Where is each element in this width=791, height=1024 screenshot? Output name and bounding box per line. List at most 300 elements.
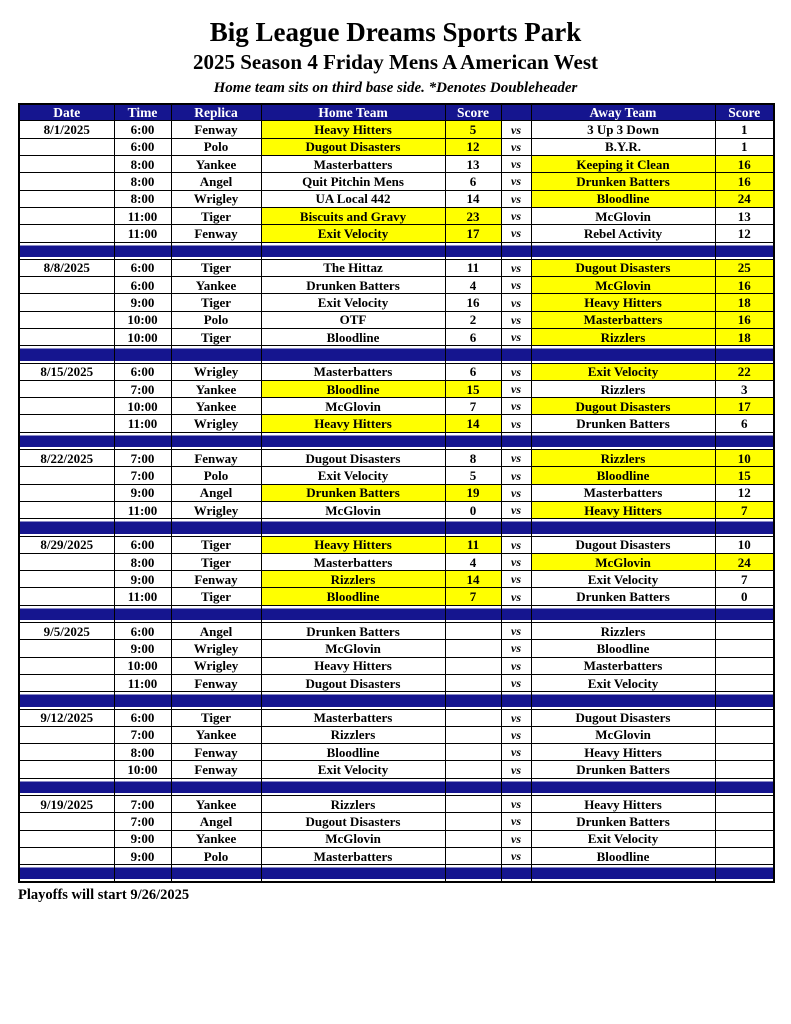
home-score-cell bbox=[445, 623, 501, 640]
separator-cell bbox=[171, 865, 261, 882]
home-team-cell: Biscuits and Gravy bbox=[261, 207, 445, 224]
away-score-cell: 6 bbox=[715, 415, 774, 432]
away-score-cell: 12 bbox=[715, 484, 774, 501]
game-row bbox=[19, 363, 774, 380]
separator-cell bbox=[501, 346, 531, 363]
time-cell: 6:00 bbox=[114, 363, 171, 380]
away-team-cell: McGlovin bbox=[531, 277, 715, 294]
away-team-cell: Drunken Batters bbox=[531, 173, 715, 190]
separator-cell bbox=[501, 605, 531, 622]
replica-cell: Fenway bbox=[171, 121, 261, 138]
away-score-cell: 16 bbox=[715, 156, 774, 173]
away-score-cell: 18 bbox=[715, 329, 774, 346]
separator-row bbox=[19, 778, 774, 795]
separator-cell bbox=[114, 605, 171, 622]
vs-label: vs bbox=[501, 553, 531, 570]
time-cell: 11:00 bbox=[114, 501, 171, 518]
away-team-cell: Exit Velocity bbox=[531, 363, 715, 380]
date-cell: 9/19/2025 bbox=[19, 796, 114, 813]
game-row bbox=[19, 744, 774, 761]
vs-label: vs bbox=[501, 467, 531, 484]
time-cell: 9:00 bbox=[114, 640, 171, 657]
replica-cell: Yankee bbox=[171, 277, 261, 294]
away-score-cell: 16 bbox=[715, 277, 774, 294]
away-score-cell bbox=[715, 761, 774, 778]
time-cell: 6:00 bbox=[114, 259, 171, 276]
away-score-cell: 7 bbox=[715, 571, 774, 588]
vs-label: vs bbox=[501, 121, 531, 138]
separator-cell bbox=[445, 242, 501, 259]
replica-cell: Wrigley bbox=[171, 415, 261, 432]
replica-cell: Fenway bbox=[171, 744, 261, 761]
separator-cell bbox=[531, 242, 715, 259]
time-cell: 9:00 bbox=[114, 571, 171, 588]
date-cell bbox=[19, 156, 114, 173]
vs-label: vs bbox=[501, 277, 531, 294]
away-score-cell: 1 bbox=[715, 138, 774, 155]
away-score-cell: 13 bbox=[715, 207, 774, 224]
away-team-cell: McGlovin bbox=[531, 553, 715, 570]
page-title: Big League Dreams Sports Park bbox=[209, 17, 582, 47]
vs-label: vs bbox=[501, 363, 531, 380]
home-team-cell: Drunken Batters bbox=[261, 623, 445, 640]
date-cell bbox=[19, 761, 114, 778]
home-score-cell: 0 bbox=[445, 501, 501, 518]
vs-label: vs bbox=[501, 674, 531, 691]
home-team-cell: Drunken Batters bbox=[261, 484, 445, 501]
separator-cell bbox=[114, 242, 171, 259]
replica-cell: Yankee bbox=[171, 380, 261, 397]
replica-cell: Yankee bbox=[171, 726, 261, 743]
home-score-cell bbox=[445, 813, 501, 830]
home-score-cell bbox=[445, 847, 501, 864]
col-header-time: Time bbox=[114, 104, 171, 121]
replica-cell: Fenway bbox=[171, 674, 261, 691]
home-team-cell: Bloodline bbox=[261, 329, 445, 346]
away-score-cell bbox=[715, 796, 774, 813]
home-team-cell: McGlovin bbox=[261, 501, 445, 518]
away-score-cell bbox=[715, 813, 774, 830]
date-cell bbox=[19, 744, 114, 761]
away-score-cell: 10 bbox=[715, 536, 774, 553]
away-team-cell: Drunken Batters bbox=[531, 588, 715, 605]
away-team-cell: Masterbatters bbox=[531, 484, 715, 501]
game-row bbox=[19, 225, 774, 242]
game-row bbox=[19, 501, 774, 518]
vs-label: vs bbox=[501, 415, 531, 432]
time-cell: 10:00 bbox=[114, 761, 171, 778]
home-score-cell bbox=[445, 726, 501, 743]
replica-cell: Wrigley bbox=[171, 190, 261, 207]
separator-cell bbox=[19, 346, 114, 363]
game-row bbox=[19, 674, 774, 691]
separator-cell bbox=[445, 865, 501, 882]
home-team-cell: Masterbatters bbox=[261, 709, 445, 726]
away-score-cell bbox=[715, 674, 774, 691]
away-score-cell: 17 bbox=[715, 398, 774, 415]
date-cell bbox=[19, 726, 114, 743]
time-cell: 6:00 bbox=[114, 121, 171, 138]
replica-cell: Fenway bbox=[171, 761, 261, 778]
separator-row bbox=[19, 242, 774, 259]
game-row bbox=[19, 121, 774, 138]
separator-cell bbox=[114, 519, 171, 536]
time-cell: 7:00 bbox=[114, 796, 171, 813]
replica-cell: Fenway bbox=[171, 225, 261, 242]
away-team-cell: Masterbatters bbox=[531, 311, 715, 328]
date-cell bbox=[19, 830, 114, 847]
home-score-cell: 5 bbox=[445, 121, 501, 138]
game-row bbox=[19, 553, 774, 570]
date-cell bbox=[19, 674, 114, 691]
home-team-cell: McGlovin bbox=[261, 830, 445, 847]
away-score-cell: 0 bbox=[715, 588, 774, 605]
date-cell: 9/12/2025 bbox=[19, 709, 114, 726]
time-cell: 6:00 bbox=[114, 709, 171, 726]
game-row bbox=[19, 156, 774, 173]
separator-cell bbox=[19, 242, 114, 259]
replica-cell: Polo bbox=[171, 138, 261, 155]
away-team-cell: Drunken Batters bbox=[531, 813, 715, 830]
time-cell: 11:00 bbox=[114, 415, 171, 432]
vs-label: vs bbox=[501, 398, 531, 415]
vs-label: vs bbox=[501, 311, 531, 328]
separator-cell bbox=[19, 519, 114, 536]
separator-cell bbox=[114, 778, 171, 795]
game-row bbox=[19, 830, 774, 847]
away-team-cell: Drunken Batters bbox=[531, 415, 715, 432]
home-score-cell: 6 bbox=[445, 173, 501, 190]
home-team-cell: OTF bbox=[261, 311, 445, 328]
time-cell: 7:00 bbox=[114, 467, 171, 484]
home-team-cell: Rizzlers bbox=[261, 571, 445, 588]
home-score-cell: 6 bbox=[445, 363, 501, 380]
home-score-cell bbox=[445, 709, 501, 726]
away-team-cell: Rizzlers bbox=[531, 329, 715, 346]
home-score-cell: 7 bbox=[445, 398, 501, 415]
home-team-cell: Exit Velocity bbox=[261, 294, 445, 311]
game-row bbox=[19, 847, 774, 864]
replica-cell: Tiger bbox=[171, 709, 261, 726]
replica-cell: Tiger bbox=[171, 536, 261, 553]
away-team-cell: Heavy Hitters bbox=[531, 796, 715, 813]
separator-row bbox=[19, 432, 774, 449]
away-score-cell: 18 bbox=[715, 294, 774, 311]
game-row bbox=[19, 657, 774, 674]
separator-cell bbox=[501, 519, 531, 536]
date-cell bbox=[19, 190, 114, 207]
separator-cell bbox=[171, 605, 261, 622]
home-score-cell: 4 bbox=[445, 277, 501, 294]
home-score-cell bbox=[445, 640, 501, 657]
game-row bbox=[19, 277, 774, 294]
away-score-cell: 16 bbox=[715, 311, 774, 328]
date-cell bbox=[19, 847, 114, 864]
home-team-cell: Masterbatters bbox=[261, 156, 445, 173]
separator-cell bbox=[171, 346, 261, 363]
separator-cell bbox=[445, 346, 501, 363]
vs-label: vs bbox=[501, 709, 531, 726]
home-team-cell: Heavy Hitters bbox=[261, 657, 445, 674]
separator-cell bbox=[261, 605, 445, 622]
game-row bbox=[19, 450, 774, 467]
home-score-cell: 5 bbox=[445, 467, 501, 484]
vs-label: vs bbox=[501, 726, 531, 743]
home-team-cell: Bloodline bbox=[261, 380, 445, 397]
separator-cell bbox=[445, 432, 501, 449]
col-header-home-team: Home Team bbox=[261, 104, 445, 121]
away-score-cell: 24 bbox=[715, 553, 774, 570]
date-cell: 8/22/2025 bbox=[19, 450, 114, 467]
separator-cell bbox=[114, 692, 171, 709]
time-cell: 7:00 bbox=[114, 450, 171, 467]
time-cell: 9:00 bbox=[114, 484, 171, 501]
page-header bbox=[0, 17, 791, 97]
game-row bbox=[19, 640, 774, 657]
separator-row bbox=[19, 605, 774, 622]
away-score-cell bbox=[715, 657, 774, 674]
home-team-cell: Dugout Disasters bbox=[261, 138, 445, 155]
away-score-cell bbox=[715, 709, 774, 726]
away-team-cell: Exit Velocity bbox=[531, 830, 715, 847]
date-cell bbox=[19, 588, 114, 605]
game-row bbox=[19, 173, 774, 190]
separator-cell bbox=[445, 519, 501, 536]
vs-label: vs bbox=[501, 173, 531, 190]
separator-cell bbox=[715, 778, 774, 795]
replica-cell: Tiger bbox=[171, 553, 261, 570]
home-score-cell: 17 bbox=[445, 225, 501, 242]
vs-label: vs bbox=[501, 329, 531, 346]
date-cell bbox=[19, 294, 114, 311]
away-team-cell: Heavy Hitters bbox=[531, 294, 715, 311]
date-cell bbox=[19, 207, 114, 224]
away-team-cell: 3 Up 3 Down bbox=[531, 121, 715, 138]
separator-cell bbox=[261, 778, 445, 795]
separator-cell bbox=[715, 605, 774, 622]
game-row bbox=[19, 726, 774, 743]
game-row bbox=[19, 467, 774, 484]
date-cell bbox=[19, 138, 114, 155]
home-score-cell: 13 bbox=[445, 156, 501, 173]
vs-label: vs bbox=[501, 380, 531, 397]
home-team-cell: Dugout Disasters bbox=[261, 813, 445, 830]
separator-cell bbox=[171, 242, 261, 259]
replica-cell: Angel bbox=[171, 484, 261, 501]
vs-label: vs bbox=[501, 623, 531, 640]
vs-label: vs bbox=[501, 744, 531, 761]
separator-row bbox=[19, 865, 774, 882]
separator-cell bbox=[114, 432, 171, 449]
col-header-home-score: Score bbox=[445, 104, 501, 121]
replica-cell: Fenway bbox=[171, 450, 261, 467]
vs-label: vs bbox=[501, 796, 531, 813]
date-cell: 8/1/2025 bbox=[19, 121, 114, 138]
replica-cell: Polo bbox=[171, 467, 261, 484]
date-cell bbox=[19, 311, 114, 328]
away-team-cell: Rizzlers bbox=[531, 623, 715, 640]
separator-cell bbox=[715, 432, 774, 449]
separator-cell bbox=[531, 692, 715, 709]
separator-cell bbox=[171, 778, 261, 795]
game-row bbox=[19, 709, 774, 726]
game-row bbox=[19, 415, 774, 432]
separator-cell bbox=[501, 778, 531, 795]
home-score-cell: 11 bbox=[445, 536, 501, 553]
away-score-cell: 10 bbox=[715, 450, 774, 467]
away-team-cell: Masterbatters bbox=[531, 657, 715, 674]
separator-cell bbox=[19, 432, 114, 449]
away-score-cell bbox=[715, 640, 774, 657]
home-score-cell bbox=[445, 657, 501, 674]
time-cell: 11:00 bbox=[114, 588, 171, 605]
away-score-cell: 1 bbox=[715, 121, 774, 138]
home-score-cell: 14 bbox=[445, 571, 501, 588]
vs-label: vs bbox=[501, 450, 531, 467]
separator-cell bbox=[19, 865, 114, 882]
separator-row bbox=[19, 519, 774, 536]
game-row bbox=[19, 311, 774, 328]
replica-cell: Yankee bbox=[171, 796, 261, 813]
away-team-cell: Heavy Hitters bbox=[531, 744, 715, 761]
home-team-cell: Heavy Hitters bbox=[261, 121, 445, 138]
separator-cell bbox=[531, 865, 715, 882]
separator-cell bbox=[261, 432, 445, 449]
home-team-note: Home team sits on third base side. *Denotes Doubleheader bbox=[213, 80, 578, 97]
vs-label: vs bbox=[501, 484, 531, 501]
separator-cell bbox=[531, 605, 715, 622]
time-cell: 11:00 bbox=[114, 674, 171, 691]
date-cell bbox=[19, 277, 114, 294]
home-score-cell: 7 bbox=[445, 588, 501, 605]
date-cell bbox=[19, 657, 114, 674]
table-header-row bbox=[19, 104, 774, 121]
separator-cell bbox=[261, 242, 445, 259]
separator-cell bbox=[445, 692, 501, 709]
game-row bbox=[19, 623, 774, 640]
away-score-cell: 12 bbox=[715, 225, 774, 242]
home-score-cell: 6 bbox=[445, 329, 501, 346]
away-team-cell: Dugout Disasters bbox=[531, 536, 715, 553]
time-cell: 8:00 bbox=[114, 156, 171, 173]
separator-cell bbox=[19, 778, 114, 795]
home-score-cell: 14 bbox=[445, 415, 501, 432]
away-score-cell: 15 bbox=[715, 467, 774, 484]
replica-cell: Yankee bbox=[171, 156, 261, 173]
vs-label: vs bbox=[501, 207, 531, 224]
time-cell: 10:00 bbox=[114, 398, 171, 415]
replica-cell: Tiger bbox=[171, 588, 261, 605]
game-row bbox=[19, 796, 774, 813]
home-score-cell: 12 bbox=[445, 138, 501, 155]
separator-cell bbox=[445, 778, 501, 795]
replica-cell: Tiger bbox=[171, 329, 261, 346]
date-cell bbox=[19, 398, 114, 415]
home-team-cell: Dugout Disasters bbox=[261, 674, 445, 691]
replica-cell: Wrigley bbox=[171, 501, 261, 518]
home-score-cell bbox=[445, 761, 501, 778]
separator-cell bbox=[501, 432, 531, 449]
away-score-cell bbox=[715, 623, 774, 640]
home-score-cell: 14 bbox=[445, 190, 501, 207]
away-team-cell: Bloodline bbox=[531, 847, 715, 864]
home-score-cell bbox=[445, 674, 501, 691]
time-cell: 7:00 bbox=[114, 813, 171, 830]
home-team-cell: Masterbatters bbox=[261, 553, 445, 570]
home-score-cell bbox=[445, 796, 501, 813]
separator-cell bbox=[715, 519, 774, 536]
home-team-cell: Quit Pitchin Mens bbox=[261, 173, 445, 190]
col-header-away-score: Score bbox=[715, 104, 774, 121]
game-row bbox=[19, 813, 774, 830]
home-team-cell: Drunken Batters bbox=[261, 277, 445, 294]
home-score-cell: 4 bbox=[445, 553, 501, 570]
separator-cell bbox=[715, 865, 774, 882]
vs-label: vs bbox=[501, 294, 531, 311]
separator-cell bbox=[715, 692, 774, 709]
away-score-cell: 3 bbox=[715, 380, 774, 397]
time-cell: 11:00 bbox=[114, 225, 171, 242]
home-team-cell: UA Local 442 bbox=[261, 190, 445, 207]
replica-cell: Angel bbox=[171, 813, 261, 830]
replica-cell: Polo bbox=[171, 311, 261, 328]
time-cell: 6:00 bbox=[114, 536, 171, 553]
date-cell bbox=[19, 329, 114, 346]
away-score-cell bbox=[715, 830, 774, 847]
time-cell: 10:00 bbox=[114, 311, 171, 328]
game-row bbox=[19, 380, 774, 397]
home-score-cell bbox=[445, 830, 501, 847]
separator-row bbox=[19, 692, 774, 709]
replica-cell: Fenway bbox=[171, 571, 261, 588]
separator-cell bbox=[531, 432, 715, 449]
vs-label: vs bbox=[501, 657, 531, 674]
time-cell: 8:00 bbox=[114, 553, 171, 570]
game-row bbox=[19, 329, 774, 346]
date-cell bbox=[19, 640, 114, 657]
away-score-cell: 7 bbox=[715, 501, 774, 518]
date-cell bbox=[19, 553, 114, 570]
vs-label: vs bbox=[501, 190, 531, 207]
separator-cell bbox=[531, 346, 715, 363]
vs-label: vs bbox=[501, 813, 531, 830]
home-team-cell: Exit Velocity bbox=[261, 467, 445, 484]
col-header-away-team: Away Team bbox=[531, 104, 715, 121]
col-header-replica: Replica bbox=[171, 104, 261, 121]
date-cell: 8/8/2025 bbox=[19, 259, 114, 276]
date-cell: 8/15/2025 bbox=[19, 363, 114, 380]
replica-cell: Polo bbox=[171, 847, 261, 864]
separator-cell bbox=[114, 865, 171, 882]
date-cell: 9/5/2025 bbox=[19, 623, 114, 640]
replica-cell: Tiger bbox=[171, 294, 261, 311]
vs-label: vs bbox=[501, 830, 531, 847]
vs-label: vs bbox=[501, 588, 531, 605]
time-cell: 8:00 bbox=[114, 190, 171, 207]
game-row bbox=[19, 207, 774, 224]
replica-cell: Wrigley bbox=[171, 363, 261, 380]
away-team-cell: Dugout Disasters bbox=[531, 709, 715, 726]
home-team-cell: Masterbatters bbox=[261, 847, 445, 864]
date-cell bbox=[19, 467, 114, 484]
replica-cell: Angel bbox=[171, 623, 261, 640]
game-row bbox=[19, 138, 774, 155]
replica-cell: Angel bbox=[171, 173, 261, 190]
vs-label: vs bbox=[501, 847, 531, 864]
home-team-cell: Exit Velocity bbox=[261, 225, 445, 242]
away-score-cell: 22 bbox=[715, 363, 774, 380]
game-row bbox=[19, 588, 774, 605]
